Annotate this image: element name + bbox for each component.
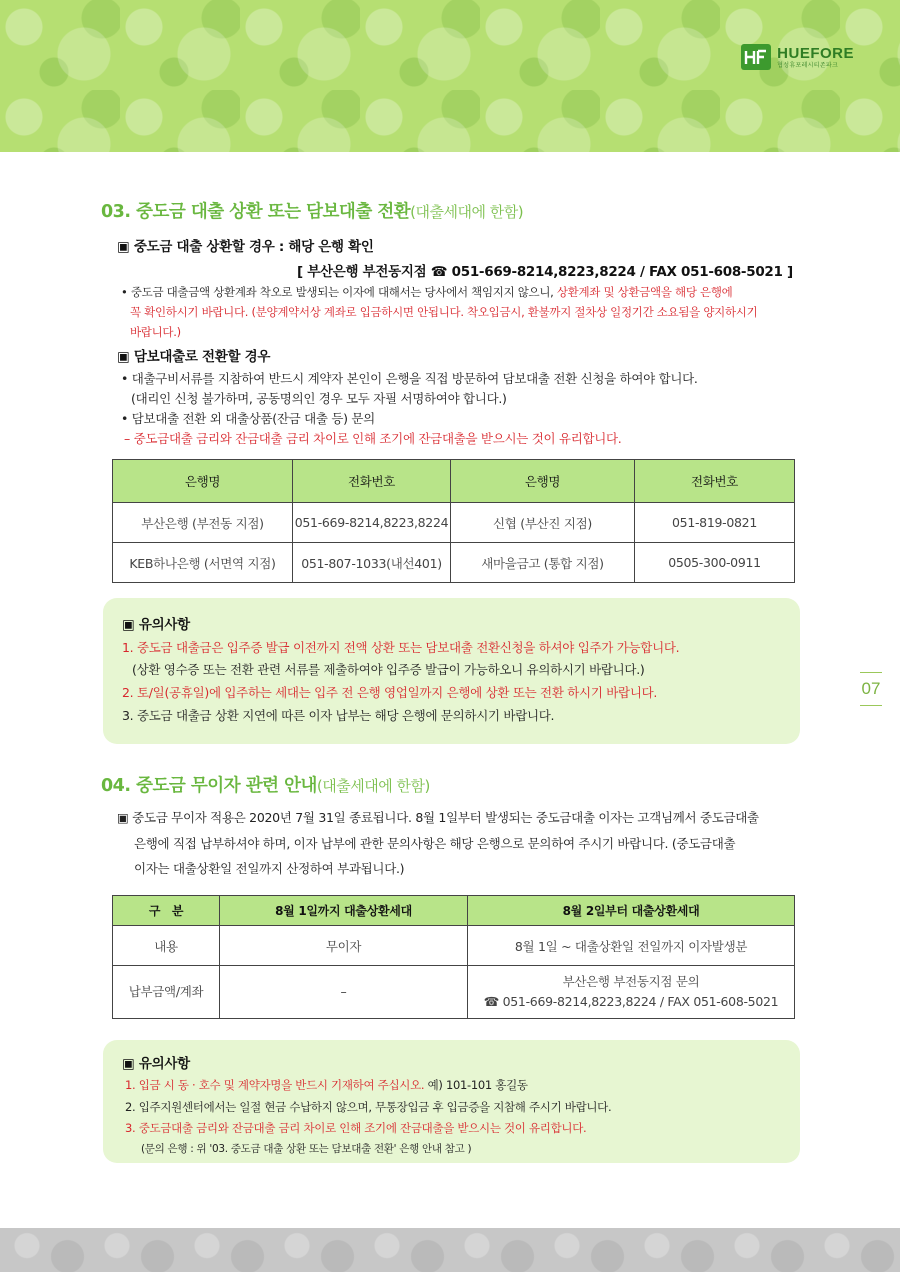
notice1-title: ▣ 유의사항 xyxy=(122,617,190,633)
bank-phone-cell: 051-669-8214,8223,8224 xyxy=(293,503,451,543)
bank-name-cell: 부산은행 (부전동 지점) xyxy=(113,503,293,543)
notice1-item-2: 2. 토/일(공휴일)에 입주하는 세대는 입주 전 은행 영업일까지 은행에 상환 또는 전환 하시기 바랍니다. xyxy=(122,685,658,700)
interest-account-cell xyxy=(468,966,795,1019)
notice2-item-2: 2. 입주지원센터에서는 일절 현금 수납하지 않으며, 무통장입금 후 입금증을 지참해 주시기 바랍니다. xyxy=(125,1100,612,1114)
header-pattern-band xyxy=(0,0,900,152)
bank-phone-cell: 0505-300-0911 xyxy=(635,543,795,583)
logo-mark-icon xyxy=(741,44,771,70)
section4-paragraph-line1: ▣ 중도금 무이자 적용은 2020년 7월 31일 종료됩니다. 8월 1일부터 발생되는 중도금대출 이자는 고객님께서 중도금대출 xyxy=(117,810,759,825)
section4-paragraph-line2: 은행에 직접 납부하셔야 하며, 이자 납부에 관한 문의사항은 해당 은행으로 문의하여 주시기 바랍니다. (중도금대출 xyxy=(134,836,736,851)
bank-phone-cell: 051-807-1033(내선401) xyxy=(293,543,451,583)
case2-line4: – 중도금대출 금리와 잔금대출 금리 차이로 인해 조기에 잔금대출을 받으시는 것이 유리합니다. xyxy=(124,431,622,446)
notice1-item-3: 3. 중도금 대출금 상환 지연에 따른 이자 납부는 해당 은행에 문의하시기 바랍니다. xyxy=(122,708,555,723)
section4-paragraph-line3: 이자는 대출상환일 전일까지 산정하여 부과됩니다.) xyxy=(134,861,405,876)
brand-logo xyxy=(741,44,854,70)
section-04-title-sub: (대출세대에 한함) xyxy=(316,777,430,795)
case1-note-line1-a: • 중도금 대출금액 상환계좌 착오로 발생되는 이자에 대해서는 당사에서 책임지지 않으니, xyxy=(121,285,557,299)
page-number-text: 07 xyxy=(861,679,881,698)
interest-cell: – xyxy=(220,966,468,1019)
notice1-item-1: 1. 중도금 대출금은 입주증 발급 이전까지 전액 상환 또는 담보대출 전환신청을 하셔야 입주가 가능합니다. xyxy=(122,640,680,655)
notice2-item-1-text: 1. 입금 시 동 · 호수 및 계약자명을 반드시 기재하여 주십시오. xyxy=(125,1078,425,1092)
bank-header-cell: 전화번호 xyxy=(635,460,795,503)
notice-box-1 xyxy=(103,598,800,744)
table-row xyxy=(113,543,795,583)
interest-table-header xyxy=(113,896,795,926)
bank-table xyxy=(112,459,795,583)
notice2-item-3: 3. 중도금대출 금리와 잔금대출 금리 차이로 인해 조기에 잔금대출을 받으시는 것이 유리합니다. xyxy=(125,1121,587,1135)
bank-phone-cell: 051-819-0821 xyxy=(635,503,795,543)
notice2-item-3-detail: (문의 은행 : 위 '03. 중도금 대출 상환 또는 담보대출 전환' 은행 안내 참고 ) xyxy=(141,1143,472,1155)
bank-name-cell: 새마을금고 (통합 지점) xyxy=(451,543,635,583)
case2-line1: • 대출구비서류를 지참하여 반드시 계약자 본인이 은행을 직접 방문하여 담보대출 전환 신청을 하여야 합니다. xyxy=(121,371,698,386)
interest-cell: 8월 1일 ~ 대출상환일 전일까지 이자발생분 xyxy=(468,926,795,966)
interest-header-cell: 8월 2일부터 대출상환세대 xyxy=(468,896,795,926)
bank-table-header xyxy=(113,460,795,503)
bank-header-cell: 은행명 xyxy=(113,460,293,503)
section-03-title xyxy=(101,198,523,223)
brand-name: HUEFORE xyxy=(777,44,854,62)
case2-line2: (대리인 신청 불가하며, 공동명의인 경우 모두 자필 서명하여야 합니다.) xyxy=(131,391,507,406)
notice1-item-1-detail: (상환 영수증 또는 전환 관련 서류를 제출하여야 입주증 발급이 가능하오니 유의하시기 바랍니다.) xyxy=(132,662,645,677)
section-04-title-text: 04. 중도금 무이자 관련 안내 xyxy=(101,776,317,796)
table-row xyxy=(113,503,795,543)
notice2-item-1-example: 예) 101-101 홍길동 xyxy=(424,1078,528,1092)
case1-note-line3: 바랍니다.) xyxy=(130,325,181,339)
table-row xyxy=(113,966,795,1019)
case1-note-line2: 꼭 확인하시기 바랍니다. (분양계약서상 계좌로 입금하시면 안됩니다. 착오입금시, 환불까지 절차상 일정기간 소요됨을 양지하시기 xyxy=(130,305,758,319)
bank-name-cell: KEB하나은행 (서면역 지점) xyxy=(113,543,293,583)
case1-note-line1 xyxy=(121,284,732,300)
footer-pattern-band xyxy=(0,1228,900,1272)
interest-cell: 무이자 xyxy=(220,926,468,966)
section-03-title-text: 03. 중도금 대출 상환 또는 담보대출 전환 xyxy=(101,202,411,222)
page-number xyxy=(858,672,884,706)
interest-header-cell: 구 분 xyxy=(113,896,220,926)
notice2-title: ▣ 유의사항 xyxy=(122,1056,190,1072)
case1-heading: ▣ 중도금 대출 상환할 경우 : 해당 은행 확인 xyxy=(117,239,374,255)
case2-heading: ▣ 담보대출로 전환할 경우 xyxy=(117,349,271,365)
case1-contact: [ 부산은행 부전동지점 ☎ 051-669-8214,8223,8224 / FAX 051-608-5021 ] xyxy=(297,264,793,280)
interest-row-label: 내용 xyxy=(113,926,220,966)
table-row xyxy=(113,926,795,966)
interest-table xyxy=(112,895,795,1019)
bank-name-cell: 신협 (부산진 지점) xyxy=(451,503,635,543)
case2-line3: • 담보대출 전환 외 대출상품(잔금 대출 등) 문의 xyxy=(121,411,375,426)
interest-header-cell: 8월 1일까지 대출상환세대 xyxy=(220,896,468,926)
section-03-title-sub: (대출세대에 한함) xyxy=(410,203,524,221)
interest-account-line2: ☎ 051-669-8214,8223,8224 / FAX 051-608-5021 xyxy=(483,994,779,1009)
brand-subtitle: 협성휴포레시티존파크 xyxy=(777,61,839,69)
bank-header-cell: 전화번호 xyxy=(293,460,451,503)
notice2-item-1 xyxy=(125,1077,528,1093)
interest-row-label: 납부금액/계좌 xyxy=(113,966,220,1019)
section-04-title xyxy=(101,772,430,797)
bank-header-cell: 은행명 xyxy=(451,460,635,503)
case1-note-line1-b: 상환계좌 및 상환금액을 해당 은행에 xyxy=(556,285,733,299)
interest-account-line1: 부산은행 부전동지점 문의 xyxy=(562,974,700,989)
notice-box-2 xyxy=(103,1040,800,1163)
